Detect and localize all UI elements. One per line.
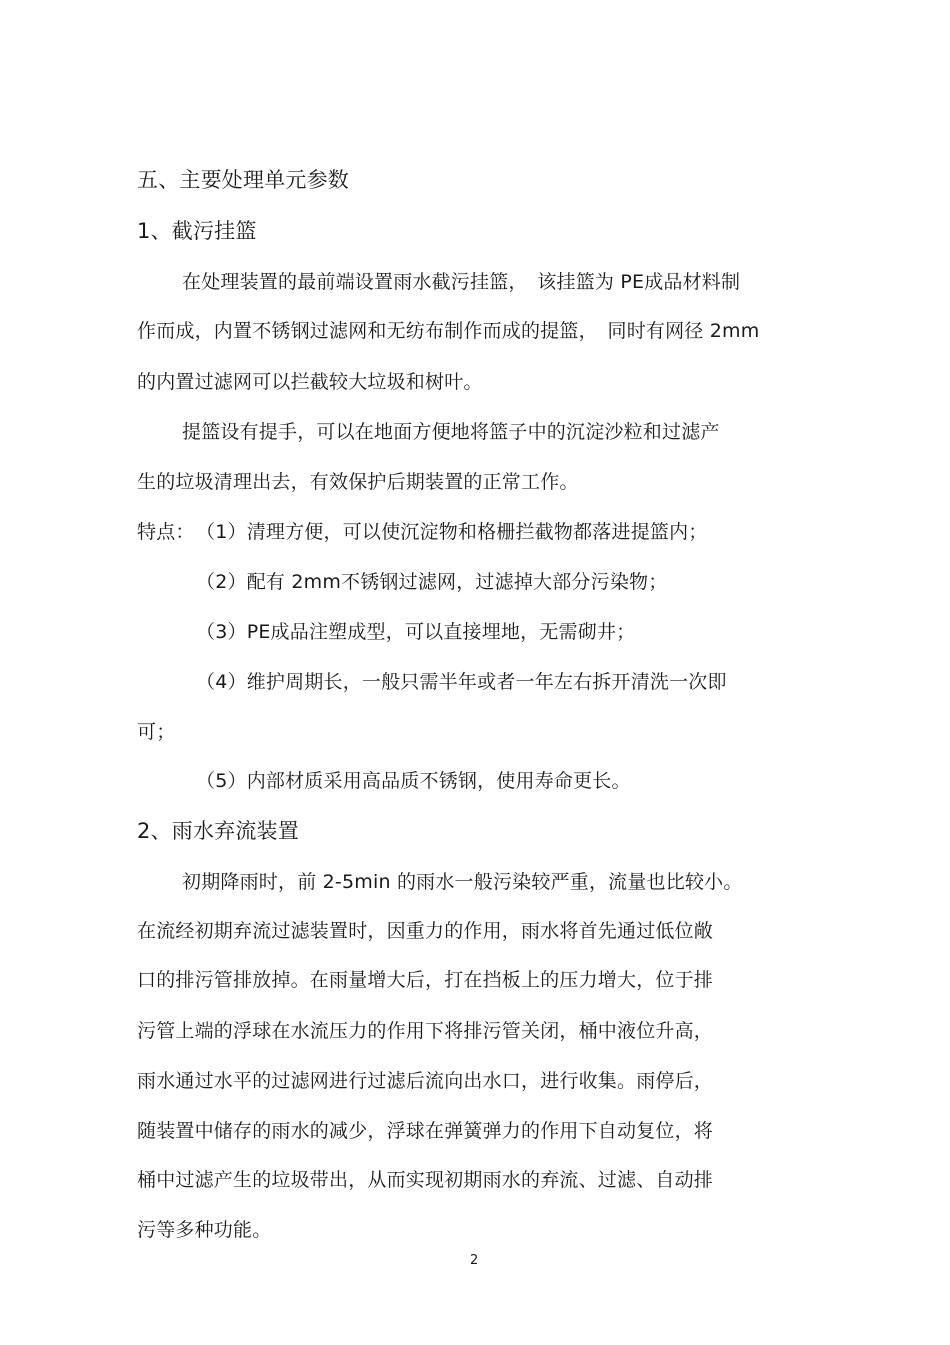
- feature-item-continuation: 可；: [137, 721, 176, 743]
- paragraph-line: 在处理装置的最前端设置雨水截污挂篮， 该挂篮为 PE成品材料制: [182, 271, 741, 293]
- paragraph-line: 口的排污管排放掉。在雨量增大后，打在挡板上的压力增大，位于排: [137, 969, 714, 991]
- paragraph-line: 桶中过滤产生的垃圾带出，从而实现初期雨水的弃流、过滤、自动排: [137, 1169, 714, 1191]
- feature-item: （3）PE成品注塑成型，可以直接埋地，无需砌井；: [196, 621, 636, 643]
- paragraph-line: 生的垃圾清理出去，有效保护后期装置的正常工作。: [137, 471, 579, 493]
- paragraph-line: 随装置中储存的雨水的减少，浮球在弹簧弹力的作用下自动复位，将: [137, 1120, 714, 1142]
- section-title: 五、主要处理单元参数: [137, 168, 349, 192]
- paragraph-line: 作而成，内置不锈钢过滤网和无纺布制作而成的提篮， 同时有网径 2mm: [137, 320, 760, 342]
- paragraph-line: 污管上端的浮球在水流压力的作用下将排污管关闭，桶中液位升高，: [137, 1020, 714, 1042]
- subsection-heading-2: 2、雨水弃流装置: [137, 819, 299, 843]
- features-label: 特点：: [137, 521, 195, 543]
- paragraph-line: 的内置过滤网可以拦截较大垃圾和树叶。: [137, 371, 483, 393]
- feature-item: （4）维护周期长，一般只需半年或者一年左右拆开清洗一次即: [196, 671, 727, 693]
- paragraph-line: 初期降雨时，前 2-5min 的雨水一般污染较严重，流量也比较小。: [182, 871, 743, 893]
- feature-item: （1）清理方便，可以使沉淀物和格栅拦截物都落进提篮内；: [196, 521, 708, 543]
- page-number: 2: [470, 1253, 479, 1268]
- feature-item: （5）内部材质采用高品质不锈钢，使用寿命更长。: [196, 770, 631, 792]
- paragraph-line: 雨水通过水平的过滤网进行过滤后流向出水口，进行收集。雨停后，: [137, 1070, 714, 1092]
- subsection-heading-1: 1、截污挂篮: [137, 219, 257, 243]
- paragraph-line: 在流经初期弃流过滤装置时，因重力的作用，雨水将首先通过低位敞: [137, 920, 714, 942]
- feature-item: （2）配有 2mm不锈钢过滤网，过滤掉大部分污染物；: [196, 571, 668, 593]
- paragraph-line: 污等多种功能。: [137, 1219, 272, 1241]
- paragraph-line: 提篮设有提手，可以在地面方便地将篮子中的沉淀沙粒和过滤产: [182, 421, 720, 443]
